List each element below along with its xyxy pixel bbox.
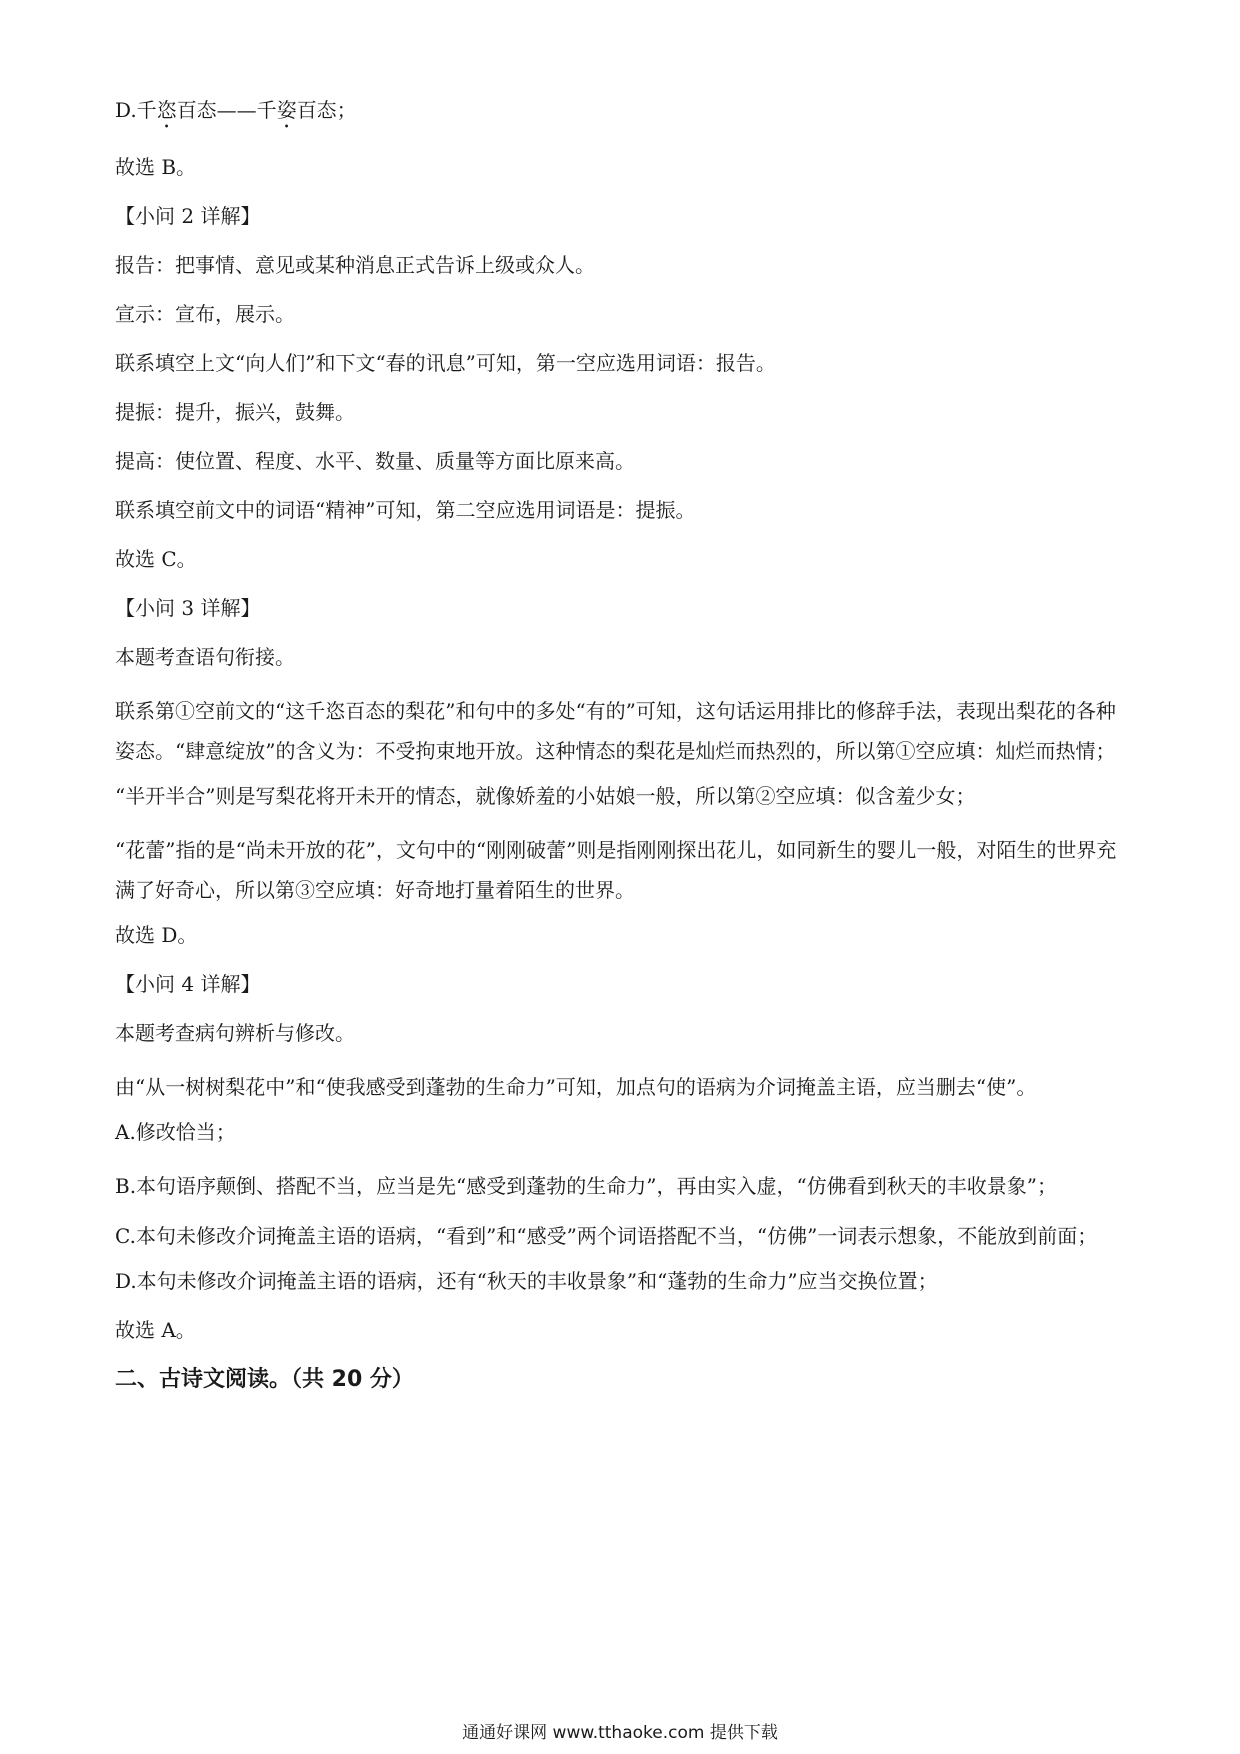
emphasized-char: 姿	[276, 98, 297, 122]
answer-line: 故选 C。	[115, 547, 197, 571]
paragraph: “花蕾”指的是“尚未开放的花”，文句中的“刚刚破蕾”则是指刚刚探出花儿，如同新生的婴儿一般，对陌生的世界充满了好奇心，所以第③空应填：好奇地打量着陌生的世界。	[115, 838, 1117, 902]
answer-line: 故选 D。	[115, 923, 198, 947]
option-line: B.本句语序颠倒、搭配不当，应当是先“感受到蓬勃的生命力”，再由实入虚，“仿佛看到秋天的丰收景象”；	[115, 1174, 1057, 1198]
section-heading: 二、古诗文阅读。（共 20 分）	[115, 1367, 414, 1392]
option-line: C.本句未修改介词掩盖主语的语病，“看到”和“感受”两个词语搭配不当，“仿佛”一词表示想象，不能放到前面；	[115, 1224, 1098, 1248]
paragraph: 报告：把事情、意见或某种消息正式告诉上级或众人。	[115, 253, 595, 277]
subquestion-heading: 【小问 4 详解】	[115, 972, 261, 996]
emphasized-char: 恣	[156, 98, 177, 122]
paragraph: 提高：使位置、程度、水平、数量、质量等方面比原来高。	[115, 449, 635, 473]
paragraph: 提振：提升，振兴，鼓舞。	[115, 400, 355, 424]
paragraph: “半开半合”则是写梨花将开未开的情态，就像娇羞的小姑娘一般，所以第②空应填：似含羞少女；	[115, 784, 976, 808]
answer-line: 故选 B。	[115, 155, 197, 179]
paragraph: 本题考查病句辨析与修改。	[115, 1021, 355, 1045]
document-body	[115, 95, 1125, 1414]
subquestion-heading: 【小问 2 详解】	[115, 204, 261, 228]
paragraph: 本题考查语句衔接。	[115, 645, 295, 669]
paragraph: 联系填空上文“向人们”和下文“春的讯息”可知，第一空应选用词语：报告。	[115, 351, 776, 375]
paragraph: 宣示：宣布，展示。	[115, 302, 295, 326]
paragraph: 由“从一树树梨花中”和“使我感受到蓬勃的生命力”可知，加点句的语病为介词掩盖主语，应当删去“使”。	[115, 1075, 1037, 1099]
subquestion-heading: 【小问 3 详解】	[115, 596, 261, 620]
answer-line: 故选 A。	[115, 1318, 196, 1342]
paragraph: 联系填空前文中的词语“精神”可知，第二空应选用词语是：提振。	[115, 498, 696, 522]
option-d-line: D.千恣百态——千姿百态；	[115, 98, 357, 122]
option-line: D.本句未修改介词掩盖主语的语病，还有“秋天的丰收景象”和“蓬勃的生命力”应当交换位置；	[115, 1269, 938, 1293]
paragraph: 联系第①空前文的“这千恣百态的梨花”和句中的多处“有的”可知，这句话运用排比的修辞手法，表现出梨花的各种姿态。“肆意绽放”的含义为：不受拘束地开放。这种情态的梨花是灿烂而热烈的，所以第①空应填：灿烂而热情；	[115, 699, 1116, 763]
footer-credit: 通通好课网 www.tthaoke.com 提供下载	[462, 1723, 778, 1743]
option-line: A.修改恰当；	[115, 1120, 236, 1144]
